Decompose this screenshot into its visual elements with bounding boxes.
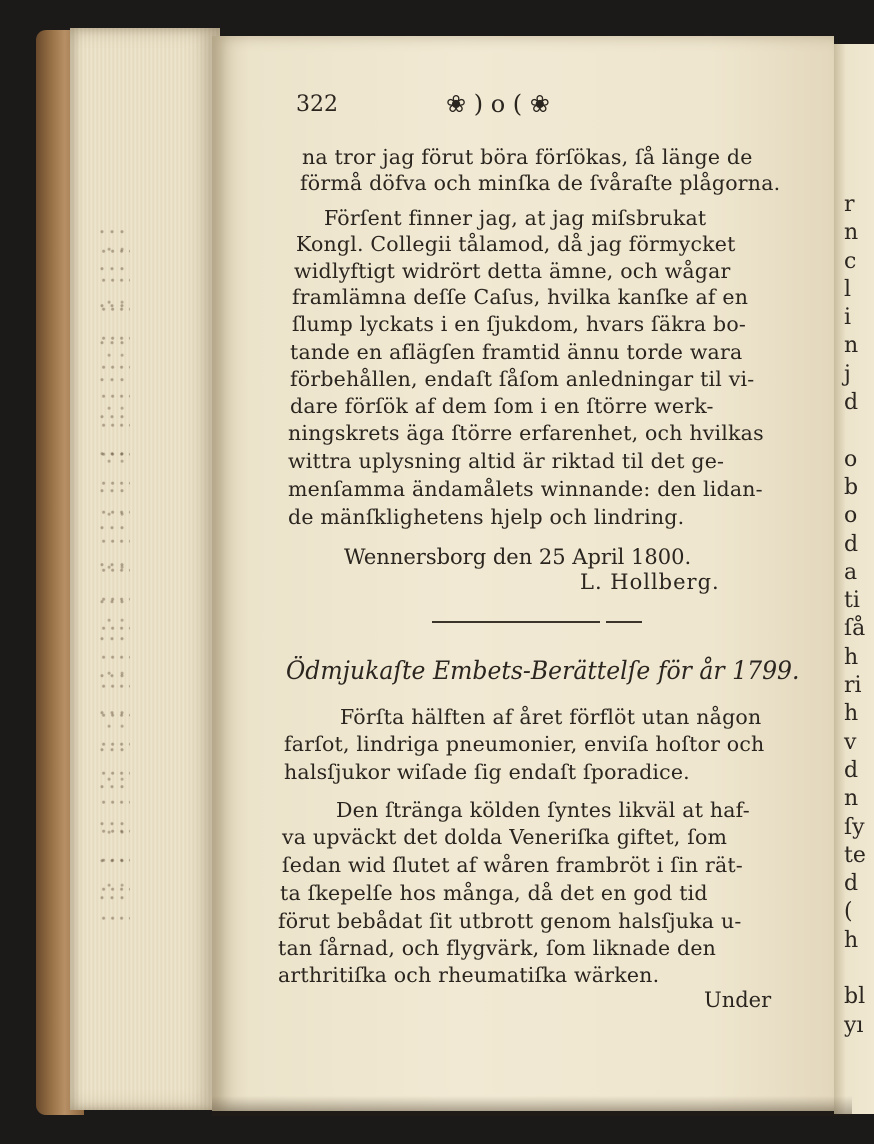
text-line: dare förſök af dem ſom i en ſtörre werk- (290, 394, 714, 418)
text-line: widlyftigt widrört detta ämne, och wågar (294, 259, 731, 283)
page-bottom-shadow (212, 1096, 852, 1116)
right-page-fragment-letter: n (844, 333, 859, 359)
right-page-fragment-letter: ſy (844, 814, 865, 840)
text-line: na tror jag förut böra förſökas, ſå länge de (302, 145, 753, 169)
text-line: framlämna deſſe Caſus, hvilka kanſke af en (292, 285, 749, 309)
section-rule-short (606, 621, 642, 623)
text-line: arthritiſka och rheumatiſka wärken. (278, 963, 660, 987)
right-page-fragment-letter (844, 958, 866, 986)
right-page-fragment-letter: r (844, 192, 855, 217)
right-page-fragment-letter: h (844, 701, 859, 727)
right-page-fragment-letter: yı (844, 1012, 864, 1038)
section-heading: Ödmjukaſte Embets-Berättelſe för år 1799. (286, 656, 800, 685)
right-page-fragment-letter: d (844, 757, 859, 783)
foxing-spots (100, 228, 130, 928)
right-page-fragment-letter: v (844, 729, 857, 755)
right-page-fragment-letter: l (844, 276, 852, 302)
right-page-fragment-letter: c (844, 248, 857, 274)
text-line: ta ſkepelſe hos många, då det en god tid (280, 881, 708, 905)
text-line: förmå döfva och minſka de ſvåraſte plågorna. (300, 171, 781, 195)
page-stack-edge (70, 28, 220, 1110)
right-page-fragment-letter: h (844, 927, 859, 953)
text-line: tande en aflägſen framtid ännu torde wara (290, 340, 743, 364)
right-page-edge (834, 44, 874, 1114)
right-page-fragment-letter: ti (844, 588, 860, 614)
right-page-fragment-letter (844, 420, 866, 448)
text-line: farſot, lindriga pneumonier, enviſa hoſtor och (284, 732, 765, 756)
text-line: ſlump lyckats i en ſjukdom, hvars ſäkra bo- (292, 312, 746, 336)
right-page-fragment-letter: o (844, 446, 858, 472)
text-line: förut bebådat ſit utbrott genom halsſjuka u- (278, 909, 742, 933)
right-page-fragment-letter: bl (844, 984, 866, 1010)
right-page-fragment-letter: ri (844, 673, 862, 699)
text-line: va upväckt det dolda Veneriſka giftet, ſom (282, 825, 728, 849)
header-ornament: ❀ ) o ( ❀ (446, 90, 550, 118)
text-line: Den ſtränga kölden ſyntes likväl at haf- (336, 798, 750, 822)
text-line: de mänſklighetens hjelp och lindring. (288, 505, 685, 529)
right-page-fragment-letter: ſå (844, 616, 866, 642)
right-page-fragment-letter: j (844, 361, 851, 387)
right-page-fragment-column (844, 194, 866, 1043)
page-number: 322 (296, 92, 338, 117)
right-page-fragment-letter: o (844, 503, 858, 529)
text-line: tan ſårnad, och flygvärk, ſom liknade den (278, 936, 717, 960)
catchword: Under (704, 988, 772, 1012)
right-page-fragment-letter: d (844, 390, 859, 416)
text-line: wittra uplysning altid är riktad til det ge- (288, 449, 725, 473)
text-line: ſedan wid ſlutet af wåren frambröt i ſin rät- (282, 853, 743, 877)
section-rule (432, 621, 600, 623)
right-page-fragment-letter: d (844, 871, 859, 897)
right-page-fragment-letter: n (844, 786, 859, 812)
right-page-fragment-letter: b (844, 474, 859, 500)
page-header (296, 92, 686, 122)
right-page-fragment-letter: i (844, 305, 852, 331)
text-line: förbehållen, endaſt ſåſom anledningar til vi- (290, 367, 755, 391)
right-page-fragment-letter: n (844, 220, 859, 246)
text-line: Kongl. Collegii tålamod, då jag förmycket (296, 232, 736, 256)
right-page-fragment-letter: ( (844, 899, 853, 925)
right-page-fragment-letter: d (844, 531, 859, 557)
text-line: ningskrets äga ſtörre erfarenhet, och hvilkas (288, 421, 764, 445)
signature-name: L. Hollberg. (580, 570, 720, 594)
text-line: Förſent finner jag, at jag miſsbrukat (324, 206, 707, 230)
text-line: menſamma ändamålets winnande: den lidan- (288, 477, 763, 501)
text-line: Förſta hälften af året förflöt utan någon (340, 705, 762, 729)
text-line: halsſjukor wiſade ſig endaſt ſporadice. (284, 760, 690, 784)
signature-place-date: Wennersborg den 25 April 1800. (344, 545, 692, 569)
right-page-fragment-letter: a (844, 559, 858, 585)
right-page-fragment-letter: te (844, 842, 866, 868)
right-page-fragment-letter: h (844, 644, 859, 670)
